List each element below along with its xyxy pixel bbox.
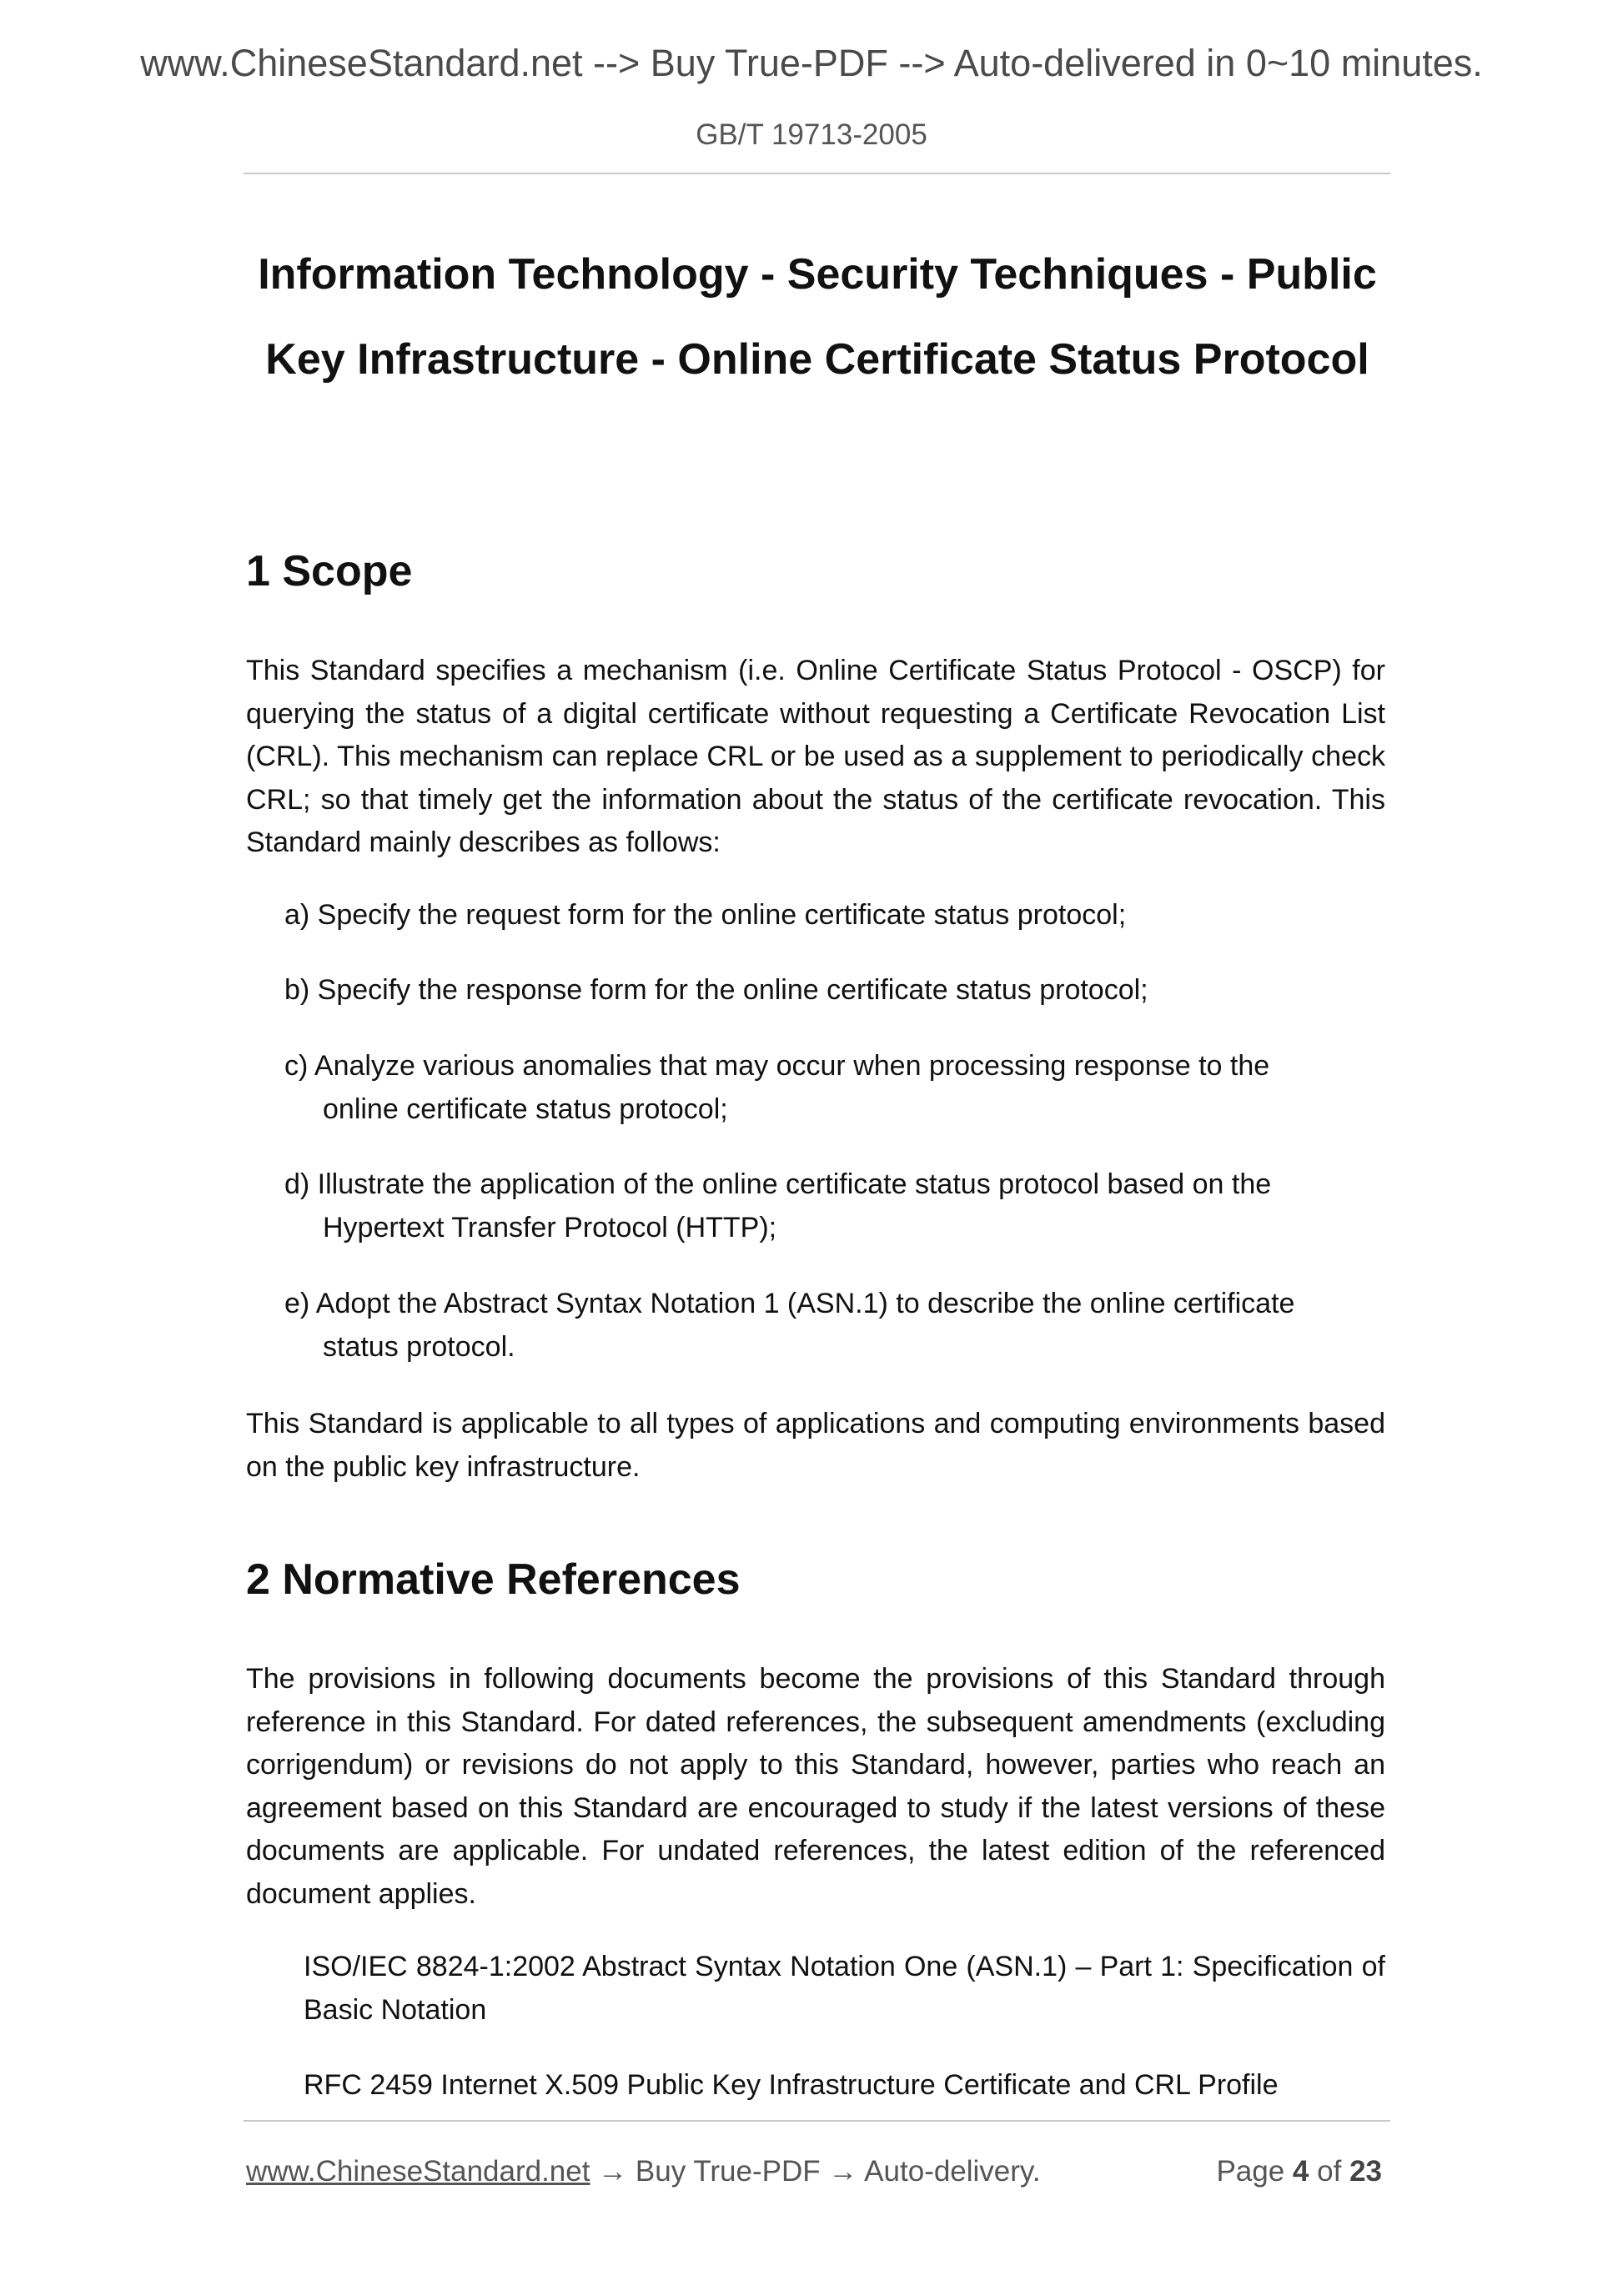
reference-rfc-2459: RFC 2459 Internet X.509 Public Key Infrastructure Certificate and CRL Profile — [304, 2069, 1279, 2101]
page-indicator — [1182, 2155, 1382, 2188]
title-line-1: Information Technology - Security Techniques - Public — [258, 250, 1377, 299]
section-heading-scope: 1 Scope — [246, 547, 413, 595]
scope-list-item-e — [284, 1283, 1385, 1369]
page-total: 23 — [1349, 2155, 1382, 2188]
scope-list-item-b — [284, 969, 1385, 1012]
of-label: of — [1317, 2155, 1342, 2188]
scope-list-item-c — [284, 1045, 1385, 1131]
header-banner: www.ChineseStandard.net --> Buy True-PDF --> Auto-delivered in 0~10 minutes. — [140, 42, 1483, 84]
footer-left — [246, 2155, 1041, 2188]
footer-divider — [244, 2120, 1390, 2122]
list-item-continuation: Hypertext Transfer Protocol (HTTP); — [323, 1211, 777, 1243]
list-item-continuation: online certificate status protocol; — [323, 1093, 728, 1125]
list-item-continuation: status protocol. — [323, 1330, 515, 1363]
footer-tagline: → Buy True-PDF → Auto-delivery. — [590, 2155, 1041, 2188]
scope-intro-paragraph: This Standard specifies a mechanism (i.e. Online Certificate Status Protocol - OSCP) for querying the status of a digital certificate without requesting a Certificate Revocation List (CRL). This mechanism can replace CRL or be used as a supplement to periodically check CRL; so that timely get the information about the status of the certificate revocation. This Standard mainly describes as follows: — [246, 655, 1385, 858]
list-item-text: b) Specify the response form for the online certificate status protocol; — [284, 974, 1148, 1006]
scope-closing-paragraph: This Standard is applicable to all types of applications and computing environments based on the public key infrastructure. — [246, 1408, 1385, 1483]
scope-list-item-d — [284, 1163, 1385, 1249]
scope-list-item-a — [284, 894, 1385, 937]
list-item-text: c) Analyze various anomalies that may occur when processing response to the — [284, 1050, 1270, 1082]
page-number: 4 — [1292, 2155, 1309, 2188]
references-intro-paragraph: The provisions in following documents become the provisions of this Standard through reference in this Standard. For dated references, the subsequent amendments (excluding corrigendum) or revisions do not apply to this Standard, however, parties who reach an agreement based on this Standard are encouraged to study if the latest versions of these documents are applicable. For undated references, the latest edition of the referenced document applies. — [246, 1663, 1385, 1910]
section-heading-normative-references: 2 Normative References — [246, 1555, 741, 1604]
page-label: Page — [1216, 2155, 1285, 2188]
standard-code: GB/T 19713-2005 — [696, 118, 927, 151]
header-divider — [244, 173, 1390, 174]
list-item-text: a) Specify the request form for the online certificate status protocol; — [284, 899, 1127, 931]
footer-site-link[interactable]: www.ChineseStandard.net — [246, 2155, 590, 2188]
document-title — [234, 232, 1401, 402]
title-line-2: Key Infrastructure - Online Certificate Status Protocol — [265, 335, 1369, 384]
list-item-text: e) Adopt the Abstract Syntax Notation 1 (ASN.1) to describe the online certificate — [284, 1288, 1295, 1319]
reference-iso-iec-8824-1: ISO/IEC 8824-1:2002 Abstract Syntax Notation One (ASN.1) – Part 1: Specification of Basic Notation — [304, 1951, 1385, 2026]
list-item-text: d) Illustrate the application of the online certificate status protocol based on the — [284, 1168, 1272, 1200]
